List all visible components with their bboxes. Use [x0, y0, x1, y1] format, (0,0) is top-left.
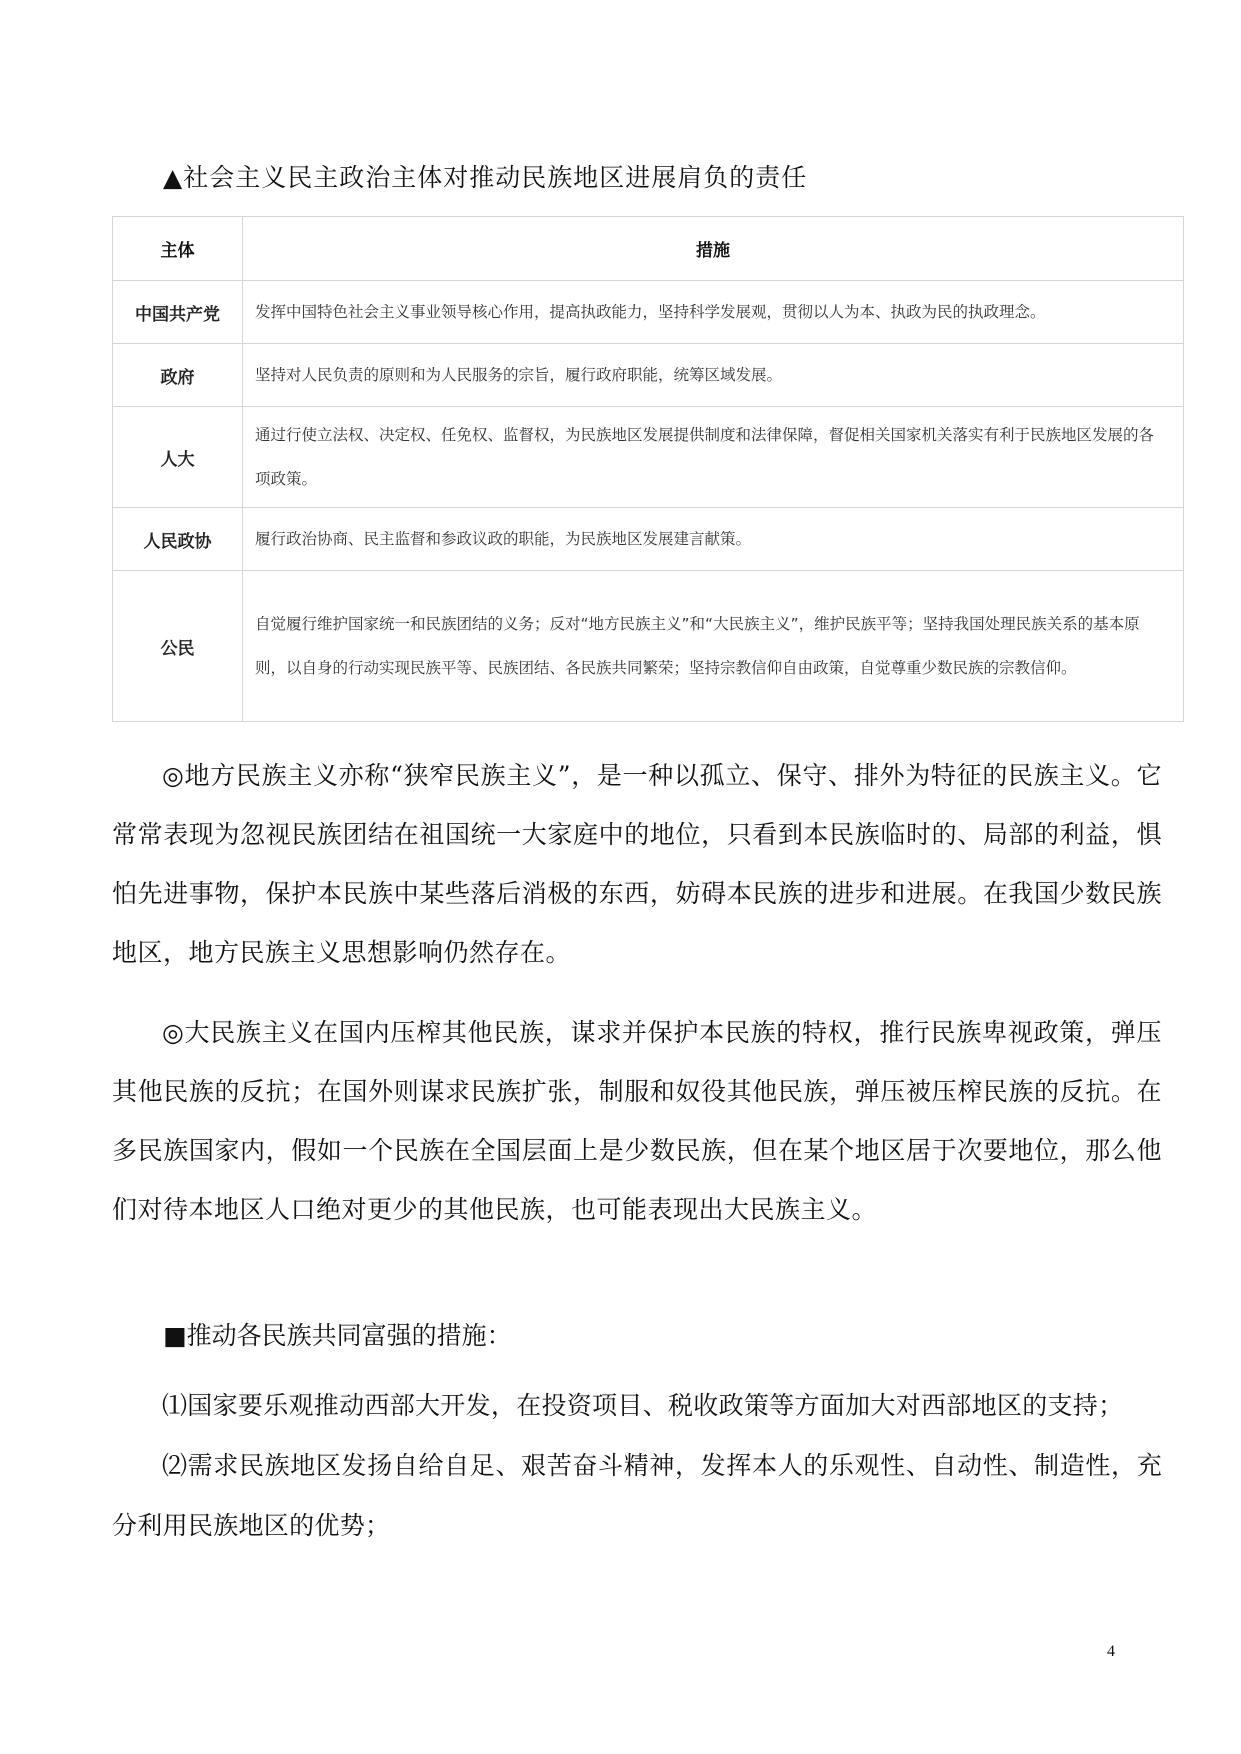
table-header-row — [113, 217, 1184, 281]
table-row — [113, 407, 1184, 508]
header-measure: 措施 — [243, 217, 1184, 281]
row-measure: 通过行使立法权、决定权、任免权、监督权，为民族地区发展提供制度和法律保障，督促相关国家机关落实有利于民族地区发展的各项政策。 — [243, 407, 1184, 508]
row-subject: 人大 — [113, 407, 243, 508]
row-measure: 坚持对人民负责的原则和为人民服务的宗旨，履行政府职能，统筹区域发展。 — [243, 344, 1184, 407]
row-subject: 公民 — [113, 571, 243, 722]
table-row — [113, 571, 1184, 722]
section-title: ▲社会主义民主政治主体对推动民族地区进展肩负的责任 — [163, 163, 808, 192]
header-subject: 主体 — [113, 217, 243, 281]
row-measure: 履行政治协商、民主监督和参政议政的职能，为民族地区发展建言献策。 — [243, 508, 1184, 571]
page-number: 4 — [1107, 1643, 1115, 1660]
row-subject: 人民政协 — [113, 508, 243, 571]
measures-list — [112, 1376, 1162, 1556]
table-row — [113, 281, 1184, 344]
list-item: ⑴国家要乐观推动西部大开发，在投资项目、税收政策等方面加大对西部地区的支持； — [162, 1391, 1124, 1420]
row-measure: 自觉履行维护国家统一和民族团结的义务；反对“地方民族主义”和“大民族主义”，维护民族平等；坚持我国处理民族关系的基本原则，以自身的行动实现民族平等、民族团结、各民族共同繁荣；坚持宗教信仰自由政策，自觉尊重少数民族的宗教信仰。 — [243, 571, 1184, 722]
local-nationalism-paragraph: ◎地方民族主义亦称“狭窄民族主义”，是一种以孤立、保守、排外为特征的民族主义。它常常表现为忽视民族团结在祖国统一大家庭中的地位，只看到本民族临时的、局部的利益，惧怕先进事物，保护本民族中某些落后消极的东西，妨碍本民族的进步和进展。在我国少数民族地区，地方民族主义思想影响仍然存在。 — [112, 761, 1162, 967]
responsibility-table — [112, 216, 1184, 722]
table-row — [113, 508, 1184, 571]
row-measure: 发挥中国特色社会主义事业领导核心作用，提高执政能力，坚持科学发展观，贯彻以人为本、执政为民的执政理念。 — [243, 281, 1184, 344]
table-row — [113, 344, 1184, 407]
list-item: ⑵需求民族地区发扬自给自足、艰苦奋斗精神，发挥本人的乐观性、自动性、制造性，充分利用民族地区的优势； — [112, 1451, 1162, 1540]
row-subject: 中国共产党 — [113, 281, 243, 344]
great-nationalism-paragraph: ◎大民族主义在国内压榨其他民族，谋求并保护本民族的特权，推行民族卑视政策，弹压其他民族的反抗；在国外则谋求民族扩张，制服和奴役其他民族，弹压被压榨民族的反抗。在多民族国家内，假如一个民族在全国层面上是少数民族，但在某个地区居于次要地位，那么他们对待本地区人口绝对更少的其他民族，也可能表现出大民族主义。 — [112, 1018, 1162, 1224]
measures-heading: ■推动各民族共同富强的措施： — [163, 1321, 512, 1350]
row-subject: 政府 — [113, 344, 243, 407]
